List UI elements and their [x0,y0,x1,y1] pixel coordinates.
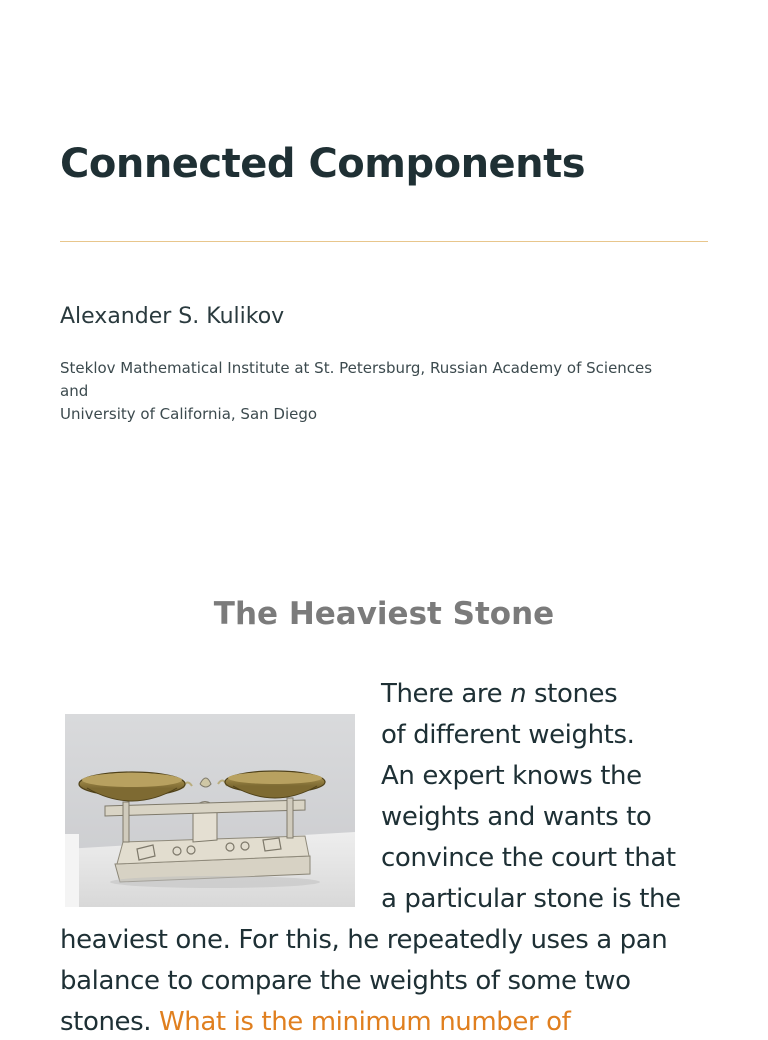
paragraph-line: weights and wants to [381,802,652,832]
affiliation-line: Steklov Mathematical Institute at St. Petersburg, Russian Academy of Sciences [60,359,653,377]
paragraph-line: convince the court that [381,843,676,873]
question-highlight: What is the minimum number of [159,1007,571,1037]
text-fragment: stones [526,679,618,709]
paragraph-line: balance to compare the weights of some two [60,966,631,996]
affiliation [60,357,700,426]
text-fragment: There are [381,679,511,709]
balance-scale-image [65,714,355,907]
paragraph-line [60,1004,570,1040]
variable-n: n [510,679,527,709]
slide-title: Connected Components [60,141,586,187]
affiliation-line: and [60,382,89,400]
text-fragment: stones. [60,1007,159,1037]
author-name: Alexander S. Kulikov [60,304,285,329]
paragraph-line: heaviest one. For this, he repeatedly uses a pan [60,925,668,955]
paragraph-line: An expert knows the [381,761,642,791]
paragraph-line: a particular stone is the [381,884,681,914]
paragraph-line: of different weights. [381,720,635,750]
title-divider [60,241,708,242]
section-title: The Heaviest Stone [213,596,555,632]
paragraph-line [381,676,617,712]
affiliation-line: University of California, San Diego [60,405,318,423]
